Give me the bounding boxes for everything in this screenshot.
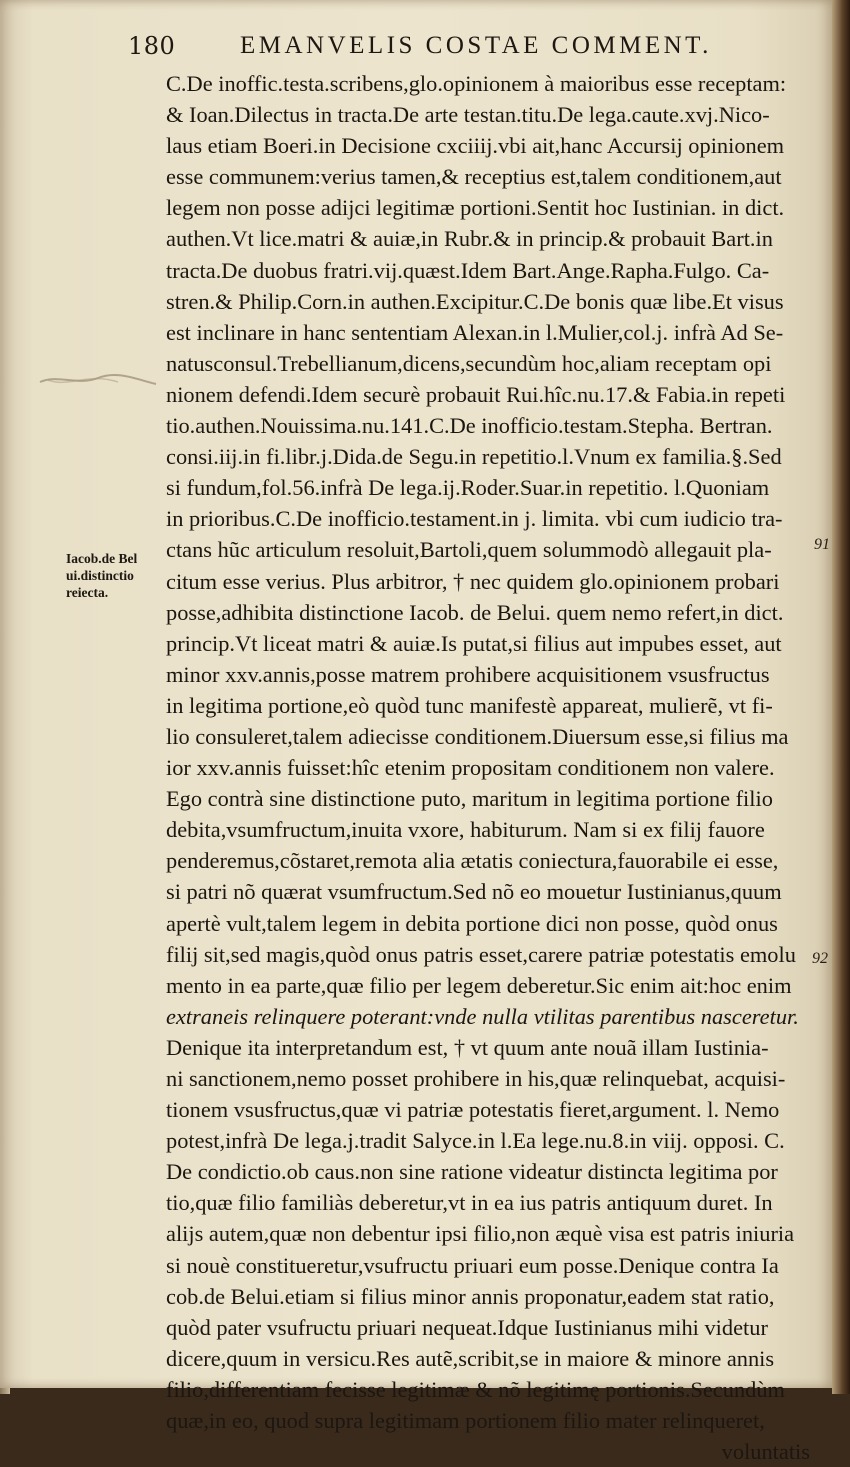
marginal-note-line: Iacob.de Bel [66,551,138,566]
text-line: apertè vult,talem legem in debita portione dici non posse, quòd onus [166,910,778,936]
margin-smudge [38,368,158,392]
text-line: penderemus,cõstaret,remota alia ætatis coniectura,fauorabile ei esse, [166,848,779,874]
text-line: laus etiam Boeri.in Decisione cxciiij.vbi ait,hanc Accursij opinionem [166,133,785,159]
text-line: legem non posse adijci legitimæ portioni.Sentit hoc Iustinian. in dict. [166,195,785,221]
marginal-note-line: reiecta. [66,585,109,600]
text-line-italic: extraneis relinquere poterant:vnde nulla vtilitas parentibus nasceretur. [166,1003,799,1029]
text-line: quæ,in eo, quod supra legitimam portionem filio mater relinqueret, [166,1408,765,1434]
text-line: lio consuleret,talem adiecisse conditionem.Diuersum esse,si filius ma [166,723,789,749]
text-line: tracta.De duobus fratri.vij.quæst.Idem Bart.Ange.Rapha.Fulgo. Ca- [166,257,770,283]
catchword: voluntatis [721,1439,810,1465]
text-line: tio.authen.Nouissima.nu.141.C.De inofficio.testam.Stepha. Bertran. [166,413,773,439]
text-line: Ego contrà sine distinctione puto, maritum in legitima portione filio [166,786,773,812]
text-line: tionem vsusfructus,quæ vi patriæ potestatis fieret,argument. l. Nemo [166,1097,780,1123]
marginal-note [66,550,166,601]
running-title: EMANVELIS COSTAE COMMENT. [240,32,712,59]
text-line: C.De inoffic.testa.scribens,glo.opinionem à maioribus esse receptam: [166,71,787,96]
margin-number: 91 [814,536,830,553]
text-line: nionem defendi.Idem securè probauit Rui.hîc.nu.17.& Fabia.in repeti [166,381,786,407]
text-line: si patri nõ quærat vsumfructum.Sed nõ eo mouetur Iustinianus,quum [166,879,782,905]
text-line: esse communem:verius tamen,& receptius est,talem conditionem,aut [166,164,782,190]
text-line: debita,vsumfructum,inuita vxore, habiturum. Nam si ex filij fauore [166,817,765,843]
text-line: De condictio.ob caus.non sine ratione videatur distincta legitima por [166,1159,778,1185]
text-line: minor xxv.annis,posse matrem prohibere acquisitionem vsusfructus [166,661,770,687]
text-line: si fundum,fol.56.infrà De lega.ij.Roder.Suar.in repetitio. l.Quoniam [166,475,770,501]
text-line: in legitima portione,eò quòd tunc manifestè appareat, mulierẽ, vt fi- [166,692,773,718]
text-line: alijs autem,quæ non debentur ipsi filio,non æquè visa est patris iniuria [166,1221,795,1247]
text-line: authen.Vt lice.matri & auiæ,in Rubr.& in princip.& probauit Bart.in [166,226,773,252]
margin-number: 92 [812,950,828,967]
main-text-block [166,68,816,1467]
marginal-note-line: ui.distinctio [66,568,134,583]
text-line: potest,infrà De lega.j.tradit Salyce.in l.Ea lege.nu.8.in viij. opposi. C. [166,1128,785,1154]
page-number: 180 [128,32,176,60]
text-line: quòd pater vsufructu priuari nequeat.Idque Iustinianus mihi videtur [166,1314,768,1340]
text-line: in prioribus.C.De inofficio.testament.in j. limita. vbi cum iudicio tra- [166,506,783,532]
text-line: dicere,quum in versicu.Res autẽ,scribit,se in maiore & minore annis [166,1345,775,1371]
text-line: filio,differentiam fecisse legitimæ & nõ legitimę portionis.Secundùm [166,1376,785,1402]
page-edge-shadow [832,0,850,1394]
text-line: & Ioan.Dilectus in tracta.De arte testan.titu.De lega.caute.xvj.Nico- [166,102,770,128]
text-line: tio,quæ filio familiàs deberetur,vt in ea ius patris antiquum duret. In [166,1190,773,1216]
text-line: si nouè constitueretur,vsufructu priuari eum posse.Denique contra Ia [166,1252,779,1278]
page-header [128,32,828,68]
text-line: natusconsul.Trebellianum,dicens,secundùm hoc,aliam receptam opi [166,350,772,376]
text-line: consi.iij.in fi.libr.j.Dida.de Segu.in repetitio.l.Vnum ex familia.§.Sed [166,444,782,470]
text-line: posse,adhibita distinctione Iacob. de Belui. quem nemo refert,in dict. [166,599,784,625]
text-line: est inclinare in hanc sententiam Alexan.in l.Mulier,col.j. infrà Ad Se- [166,319,784,345]
text-line: ni sanctionem,nemo posset prohibere in his,quæ relinquebat, acquisi- [166,1066,786,1091]
text-line: mento in ea parte,quæ filio per legem deberetur.Sic enim ait:hoc enim [166,972,792,998]
text-line: ctans hũc articulum resoluit,Bartoli,quem solummodò allegauit pla- [166,537,772,563]
text-line: citum esse verius. Plus arbitror, † nec quidem glo.opinionem probari [166,568,780,594]
text-line: cob.de Belui.etiam si filius minor annis proponatur,eadem stat ratio, [166,1283,775,1309]
text-line: ior xxv.annis fuisset:hîc etenim propositam conditionem non valere. [166,755,775,781]
text-line: princip.Vt liceat matri & auiæ.Is putat,si filius aut impubes esset, aut [166,630,782,656]
text-line: Denique ita interpretandum est, † vt quum ante nouã illam Iustinia- [166,1034,769,1060]
text-line: filij sit,sed magis,quòd onus patris esset,carere patriæ potestatis emolu [166,941,796,967]
text-line: stren.& Philip.Corn.in authen.Excipitur.C.De bonis quæ libe.Et visus [166,288,784,314]
